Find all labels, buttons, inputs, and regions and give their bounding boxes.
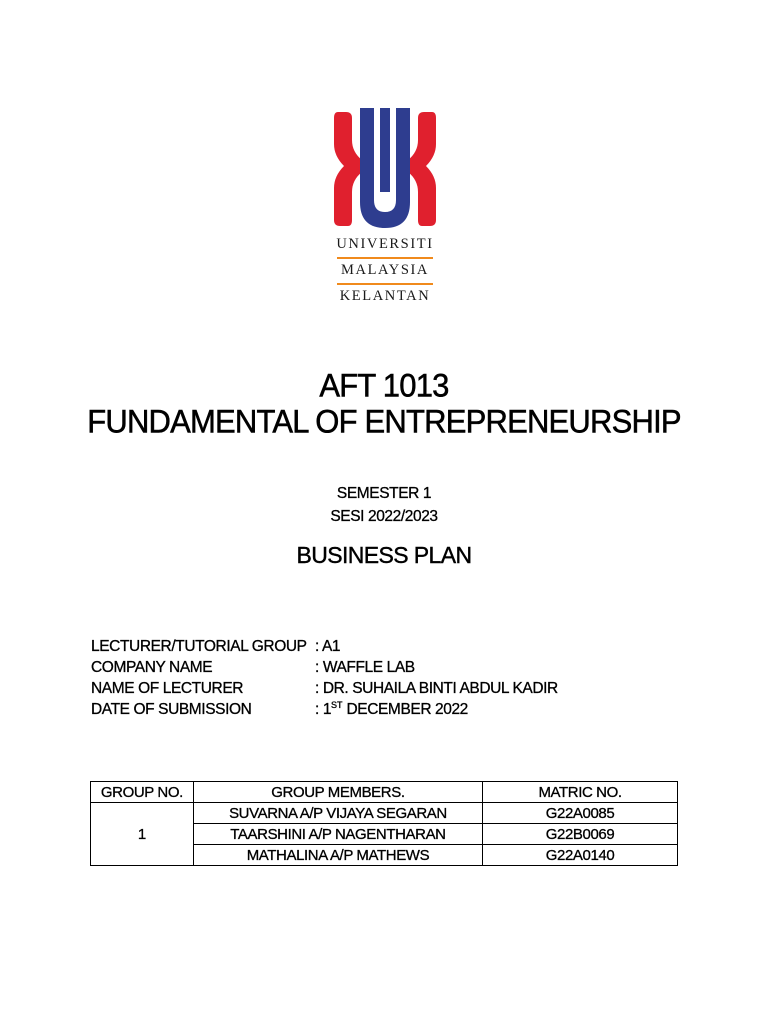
header-matric-no: MATRIC NO. — [483, 782, 678, 803]
member-name-cell: TAARSHINI A/P NAGENTHARAN — [193, 824, 482, 845]
info-label: COMPANY NAME — [91, 658, 213, 676]
info-label: DATE OF SUBMISSION — [91, 700, 252, 718]
info-row-lecturer — [91, 678, 691, 699]
info-row-company — [91, 657, 691, 678]
info-value: : A1 — [315, 637, 341, 655]
group-number-cell: 1 — [91, 803, 194, 866]
logo-divider — [337, 257, 433, 259]
matric-no-cell: G22A0140 — [483, 845, 678, 866]
semester-block — [0, 482, 768, 528]
info-list — [91, 636, 691, 720]
info-value: : WAFFLE LAB — [315, 658, 415, 676]
info-value-date — [315, 700, 468, 719]
member-name-cell: SUVARNA A/P VIJAYA SEGARAN — [193, 803, 482, 824]
table-row — [91, 803, 678, 824]
info-value: : DR. SUHAILA BINTI ABDUL KADIR — [315, 679, 558, 697]
matric-no-cell: G22B0069 — [483, 824, 678, 845]
course-title: FUNDAMENTAL OF ENTREPRENEURSHIP — [87, 402, 681, 441]
group-members-table — [90, 781, 678, 866]
session: SESI 2022/2023 — [330, 508, 438, 525]
logo-text-universiti: UNIVERSITI — [336, 236, 434, 252]
info-row-group — [91, 636, 691, 657]
date-suffix: DECEMBER 2022 — [342, 701, 468, 718]
university-logo — [330, 104, 440, 314]
course-code: AFT 1013 — [319, 366, 449, 405]
course-title-block — [0, 368, 768, 440]
semester: SEMESTER 1 — [336, 485, 432, 502]
logo-divider — [337, 283, 433, 285]
logo-text-kelantan: KELANTAN — [339, 288, 431, 304]
umk-emblem-icon — [330, 104, 440, 234]
member-name-cell: MATHALINA A/P MATHEWS — [193, 845, 482, 866]
header-group-no: GROUP NO. — [91, 782, 194, 803]
table-header-row — [91, 782, 678, 803]
info-label: LECTURER/TUTORIAL GROUP — [91, 637, 307, 655]
header-group-members: GROUP MEMBERS. — [193, 782, 482, 803]
info-label: NAME OF LECTURER — [91, 679, 244, 697]
date-prefix: : 1 — [315, 701, 332, 718]
matric-no-cell: G22A0085 — [483, 803, 678, 824]
info-row-date — [91, 699, 691, 720]
date-ordinal-suffix: ST — [331, 700, 343, 710]
logo-text-malaysia: MALAYSIA — [341, 262, 429, 278]
document-title: BUSINESS PLAN — [296, 542, 472, 568]
